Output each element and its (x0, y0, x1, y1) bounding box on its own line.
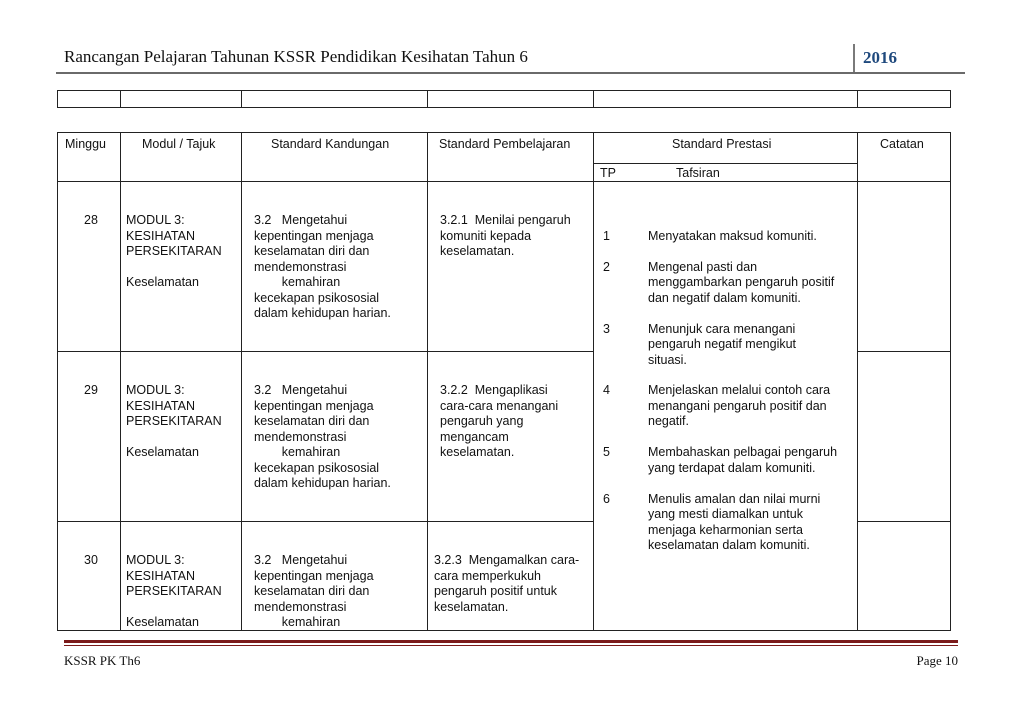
column-header-pembelajaran: Standard Pembelajaran (439, 137, 571, 151)
column-header-modul: Modul / Tajuk (142, 137, 216, 151)
tafsiran-line: Menunjuk cara menangani (648, 322, 796, 336)
kandungan-line: kepentingan menjaga (254, 569, 374, 583)
header-year: 2016 (853, 44, 897, 72)
strip-divider (427, 91, 428, 107)
pembelajaran-line: cara memperkukuh (434, 569, 541, 583)
empty-table-strip (57, 90, 951, 108)
modul-topic: Keselamatan (126, 275, 199, 289)
modul-line: KESIHATAN (126, 399, 195, 413)
modul-line: MODUL 3: (126, 213, 185, 227)
grid-line (857, 351, 950, 352)
column-header-catatan: Catatan (880, 137, 924, 151)
tp-number: 1 (603, 229, 610, 243)
kandungan-line: mendemonstrasi (254, 600, 347, 614)
footer-label: KSSR PK Th6 (64, 653, 141, 668)
kandungan-line: keselamatan diri dan (254, 414, 370, 428)
grid-line (58, 181, 950, 182)
tafsiran-line: dan negatif dalam komuniti. (648, 291, 801, 305)
modul-line: KESIHATAN (126, 569, 195, 583)
pembelajaran-line: keselamatan. (434, 600, 509, 614)
pembelajaran-line: komuniti kepada (440, 229, 532, 243)
kandungan-line: kepentingan menjaga (254, 229, 374, 243)
tafsiran-line: menangani pengaruh positif dan (648, 399, 827, 413)
kandungan-line: kecekapan psikososial (254, 291, 380, 305)
modul-topic: Keselamatan (126, 445, 199, 459)
strip-divider (120, 91, 121, 107)
kandungan-line: 3.2 Mengetahui (254, 383, 348, 397)
pembelajaran-line: 3.2.2 Mengaplikasi (440, 383, 548, 397)
kandungan-line: keselamatan diri dan (254, 584, 370, 598)
footer-divider (64, 640, 958, 643)
modul-line: PERSEKITARAN (126, 244, 222, 258)
pembelajaran-line: 3.2.1 Menilai pengaruh (440, 213, 571, 227)
kandungan-line: kemahiran (254, 275, 341, 289)
kandungan-line: 3.2 Mengetahui (254, 553, 348, 567)
tp-number: 4 (603, 383, 610, 397)
tafsiran-line: Mengenal pasti dan (648, 260, 758, 274)
pembelajaran-line: mengancam (440, 430, 509, 444)
header-divider (56, 72, 965, 74)
pembelajaran-line: keselamatan. (440, 445, 515, 459)
tp-number: 6 (603, 492, 610, 506)
week-number: 28 (84, 213, 98, 227)
pembelajaran-line: 3.2.3 Mengamalkan cara- (434, 553, 580, 567)
kandungan-line: kepentingan menjaga (254, 399, 374, 413)
modul-line: MODUL 3: (126, 553, 185, 567)
modul-line: KESIHATAN (126, 229, 195, 243)
modul-topic: Keselamatan (126, 615, 199, 629)
kandungan-line: 3.2 Mengetahui (254, 213, 348, 227)
modul-line: PERSEKITARAN (126, 584, 222, 598)
tafsiran-line: Membahaskan pelbagai pengaruh (648, 445, 838, 459)
grid-line (241, 133, 242, 630)
kandungan-line: kecekapan psikososial (254, 461, 380, 475)
week-number: 29 (84, 383, 98, 397)
modul-line: PERSEKITARAN (126, 414, 222, 428)
column-header-tp: TP (600, 166, 616, 180)
kandungan-line: kemahiran (254, 615, 341, 629)
grid-line (120, 133, 121, 630)
grid-line (857, 521, 950, 522)
kandungan-line: mendemonstrasi (254, 260, 347, 274)
grid-line (593, 163, 857, 164)
strip-divider (241, 91, 242, 107)
tafsiran-line: keselamatan dalam komuniti. (648, 538, 810, 552)
tp-number: 2 (603, 260, 610, 274)
grid-line (58, 351, 593, 352)
column-header-kandungan: Standard Kandungan (271, 137, 390, 151)
pembelajaran-line: keselamatan. (440, 244, 515, 258)
kandungan-line: mendemonstrasi (254, 430, 347, 444)
document-title: Rancangan Pelajaran Tahunan KSSR Pendidikan Kesihatan Tahun 6 (64, 47, 528, 66)
column-header-minggu: Minggu (65, 137, 106, 151)
tafsiran-line: situasi. (648, 353, 687, 367)
lesson-plan-table (57, 132, 951, 631)
tafsiran-line: negatif. (648, 414, 690, 428)
strip-divider (857, 91, 858, 107)
footer-divider (64, 645, 958, 646)
tp-number: 3 (603, 322, 610, 336)
tafsiran-line: yang mesti diamalkan untuk (648, 507, 803, 521)
tafsiran-line: Menulis amalan dan nilai murni (648, 492, 821, 506)
tafsiran-line: menjaga keharmonian serta (648, 523, 803, 537)
week-number: 30 (84, 553, 98, 567)
kandungan-line: dalam kehidupan harian. (254, 476, 391, 490)
tafsiran-line: yang terdapat dalam komuniti. (648, 461, 816, 475)
tafsiran-line: pengaruh negatif mengikut (648, 337, 797, 351)
grid-line (857, 133, 858, 630)
grid-line (427, 133, 428, 630)
tafsiran-line: Menjelaskan melalui contoh cara (648, 383, 831, 397)
pembelajaran-line: pengaruh yang (440, 414, 524, 428)
kandungan-line: dalam kehidupan harian. (254, 306, 391, 320)
page-number: Page 10 (916, 653, 958, 668)
tp-number: 5 (603, 445, 610, 459)
column-header-prestasi: Standard Prestasi (672, 137, 772, 151)
pembelajaran-line: pengaruh positif untuk (434, 584, 558, 598)
kandungan-line: keselamatan diri dan (254, 244, 370, 258)
grid-line (58, 521, 593, 522)
strip-divider (593, 91, 594, 107)
modul-line: MODUL 3: (126, 383, 185, 397)
pembelajaran-line: cara-cara menangani (440, 399, 559, 413)
tafsiran-line: Menyatakan maksud komuniti. (648, 229, 817, 243)
grid-line (593, 133, 594, 630)
tafsiran-line: menggambarkan pengaruh positif (648, 275, 835, 289)
column-header-tafsiran: Tafsiran (676, 166, 720, 180)
kandungan-line: kemahiran (254, 445, 341, 459)
